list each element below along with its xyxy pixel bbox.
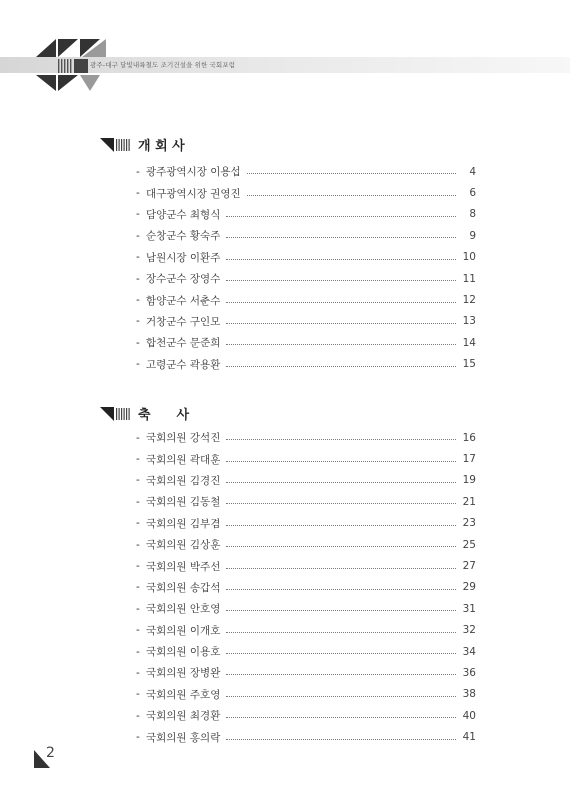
toc-page-number: 14 <box>462 336 476 349</box>
toc-page-number: 19 <box>462 474 476 487</box>
toc-page-number: 40 <box>462 709 476 722</box>
toc-page-number: 41 <box>462 731 476 744</box>
section-title: 축 사 <box>138 408 190 423</box>
toc-item-label: 국회의원 송갑석 <box>146 581 221 594</box>
dot-leader <box>226 280 456 281</box>
toc-item-label: 함양군수 서춘수 <box>146 294 221 307</box>
toc-item[interactable]: - 함양군수 서춘수 12 <box>136 294 476 307</box>
dot-leader <box>226 739 456 740</box>
toc-item-label: 광주광역시장 이용섭 <box>146 166 241 179</box>
toc-item[interactable]: - 국회의원 김부겸 23 <box>136 517 476 530</box>
toc-item[interactable]: - 국회의원 김동철 21 <box>136 495 476 509</box>
toc-page-number: 15 <box>462 358 476 371</box>
dot-leader <box>226 259 456 260</box>
toc-item[interactable]: - 담양군수 최형식 8 <box>136 208 476 221</box>
page-number: 2 <box>46 745 55 761</box>
dot-leader <box>247 173 456 174</box>
toc-list-opening <box>136 161 476 375</box>
toc-item-label: 장수군수 장영수 <box>146 273 221 286</box>
toc-item-label: 국회의원 김동철 <box>146 496 221 509</box>
toc-item[interactable]: - 광주광역시장 이용섭 4 <box>136 165 476 179</box>
toc-page-number: 25 <box>462 538 476 551</box>
toc-page-number: 11 <box>462 272 476 285</box>
toc-item[interactable]: - 국회의원 주호영 38 <box>136 688 476 701</box>
toc-item[interactable]: - 국회의원 박주선 27 <box>136 560 476 573</box>
toc-item[interactable]: - 국회의원 안호영 31 <box>136 602 476 616</box>
section-title: 개 회 사 <box>138 139 185 154</box>
section-marker-icon <box>100 407 134 421</box>
toc-item-label: 국회의원 이개호 <box>146 624 221 637</box>
toc-page-number: 17 <box>462 453 476 466</box>
toc-page-number: 31 <box>462 602 476 615</box>
toc-item-label: 국회의원 주호영 <box>146 688 221 701</box>
dot-leader <box>226 344 456 345</box>
section-marker-icon <box>100 138 134 152</box>
toc-page-number: 34 <box>462 645 476 658</box>
toc-page-number: 16 <box>462 431 476 444</box>
dot-leader <box>226 366 456 367</box>
toc-page-number: 32 <box>462 624 476 637</box>
header-title: 광주-대구 달빛내륙철도 조기건설을 위한 국회포럼 <box>90 61 236 69</box>
dot-leader <box>226 482 456 483</box>
toc-page-number: 36 <box>462 666 476 679</box>
dot-leader <box>226 717 456 718</box>
toc-page-number: 12 <box>462 294 476 307</box>
toc-item[interactable]: - 국회의원 최경환 40 <box>136 709 476 723</box>
toc-item[interactable]: - 국회의원 강석진 16 <box>136 431 476 445</box>
dot-leader <box>226 525 456 526</box>
toc-list-congratulatory <box>136 427 476 748</box>
toc-page-number: 8 <box>469 208 476 221</box>
dot-leader <box>226 237 456 238</box>
dot-leader <box>226 461 456 462</box>
toc-item[interactable]: - 국회의원 김경진 19 <box>136 474 476 487</box>
toc-item-label: 국회의원 최경환 <box>146 710 221 723</box>
toc-page-number: 4 <box>469 165 476 178</box>
toc-item[interactable]: - 대구광역시장 권영진 6 <box>136 187 476 200</box>
dot-leader <box>226 568 456 569</box>
toc-item[interactable]: - 남원시장 이환주 10 <box>136 251 476 264</box>
toc-item[interactable]: - 순창군수 황숙주 9 <box>136 229 476 243</box>
toc-page-number: 9 <box>469 229 476 242</box>
dot-leader <box>226 439 456 440</box>
dot-leader <box>226 302 456 303</box>
toc-item-label: 남원시장 이환주 <box>146 251 221 264</box>
toc-item-label: 국회의원 홍의락 <box>146 731 221 744</box>
toc-page-number: 10 <box>462 251 476 264</box>
toc-item-label: 담양군수 최형식 <box>146 208 221 221</box>
section-heading-congratulatory <box>100 404 189 423</box>
toc-item-label: 국회의원 이용호 <box>146 646 221 659</box>
toc-item-label: 국회의원 박주선 <box>146 560 221 573</box>
toc-page-number: 29 <box>462 581 476 594</box>
toc-item-label: 거창군수 구인모 <box>146 315 221 328</box>
toc-item[interactable]: - 국회의원 홍의락 41 <box>136 731 476 744</box>
toc-item[interactable]: - 합천군수 문준희 14 <box>136 336 476 350</box>
toc-page-number: 21 <box>462 495 476 508</box>
toc-page-number: 27 <box>462 560 476 573</box>
toc-item[interactable]: - 국회의원 곽대훈 17 <box>136 453 476 466</box>
toc-item-label: 국회의원 김부겸 <box>146 517 221 530</box>
dot-leader <box>226 216 456 217</box>
toc-item-label: 국회의원 곽대훈 <box>146 453 221 466</box>
section-heading-opening <box>100 135 185 154</box>
toc-item[interactable]: - 국회의원 송갑석 29 <box>136 581 476 594</box>
toc-item-label: 대구광역시장 권영진 <box>146 187 241 200</box>
dot-leader <box>226 589 456 590</box>
dot-leader <box>247 195 456 196</box>
dot-leader <box>226 632 456 633</box>
dot-leader <box>226 323 456 324</box>
toc-item[interactable]: - 국회의원 김상훈 25 <box>136 538 476 552</box>
toc-item-label: 국회의원 김경진 <box>146 474 221 487</box>
toc-item[interactable]: - 고령군수 곽용환 15 <box>136 358 476 371</box>
toc-item[interactable]: - 국회의원 이용호 34 <box>136 645 476 659</box>
dot-leader <box>226 503 456 504</box>
toc-item-label: 순창군수 황숙주 <box>146 230 221 243</box>
toc-item-label: 국회의원 강석진 <box>146 432 221 445</box>
toc-item-label: 국회의원 안호영 <box>146 603 221 616</box>
toc-item-label: 국회의원 김상훈 <box>146 539 221 552</box>
toc-item-label: 합천군수 문준희 <box>146 337 221 350</box>
dot-leader <box>226 696 456 697</box>
toc-item[interactable]: - 거창군수 구인모 13 <box>136 315 476 328</box>
toc-item-label: 국회의원 장병완 <box>146 667 221 680</box>
toc-page-number: 13 <box>462 315 476 328</box>
toc-page-number: 6 <box>469 187 476 200</box>
toc-item[interactable]: - 국회의원 이개호 32 <box>136 624 476 637</box>
toc-item-label: 고령군수 곽용환 <box>146 358 221 371</box>
dot-leader <box>226 653 456 654</box>
toc-item[interactable]: - 국회의원 장병완 36 <box>136 666 476 680</box>
dot-leader <box>226 674 456 675</box>
dot-leader <box>226 610 456 611</box>
dot-leader <box>226 546 456 547</box>
toc-page-number: 38 <box>462 688 476 701</box>
toc-page-number: 23 <box>462 517 476 530</box>
toc-item[interactable]: - 장수군수 장영수 11 <box>136 272 476 286</box>
